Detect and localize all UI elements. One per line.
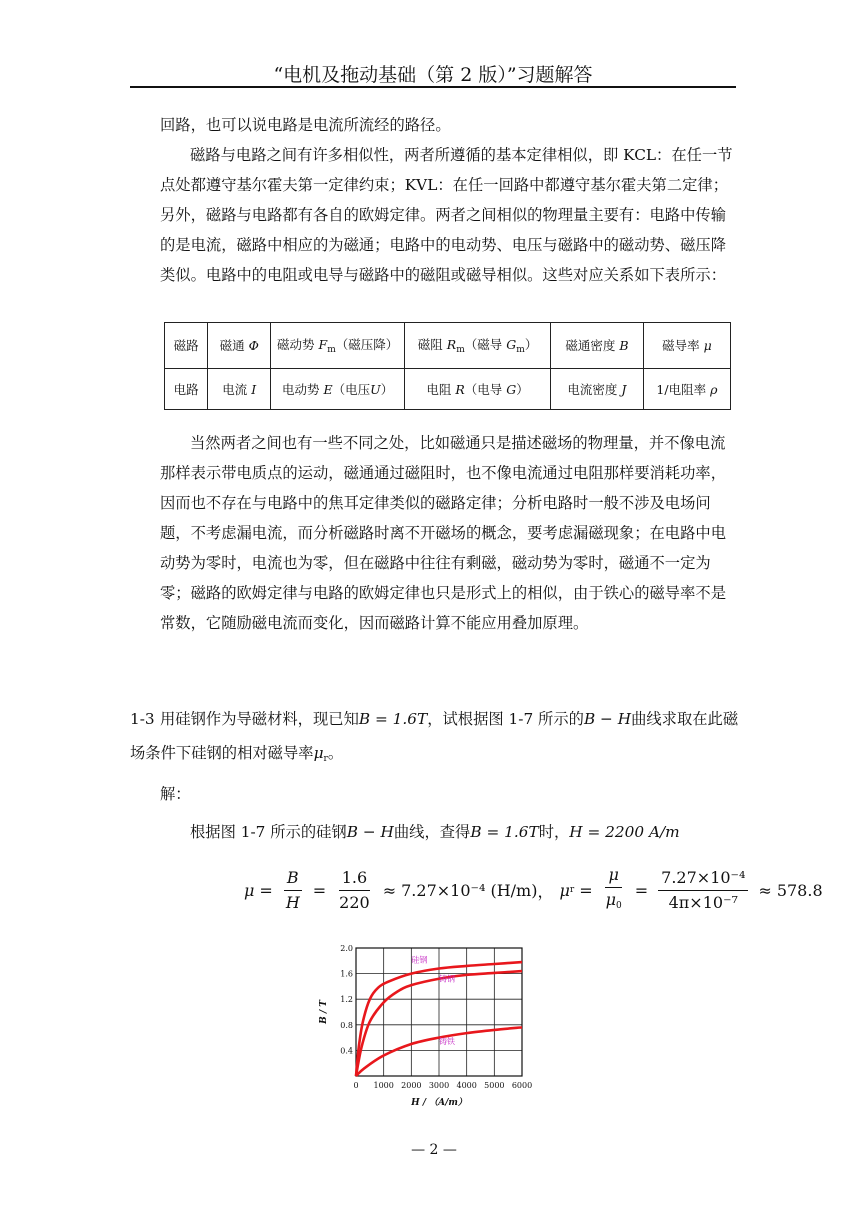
x-tick-label: 0 [353, 1081, 359, 1090]
x-tick-label: 1000 [373, 1081, 394, 1090]
table-cell: 1/电阻率 ρ [643, 368, 730, 409]
paragraph-3: 当然两者之间也有一些不同之处，比如磁通只是描述磁场的物理量，并不像电流那样表示带电质点的运动，磁通通过磁阻时，也不像电流通过电阻那样要消耗功率，因而也不存在与电路中的焦耳定律类似的磁路定律；分析电路时一般不涉及电场问题，不考虑漏电流，而分析磁路时离不开磁场的概念，要考虑漏磁现象；在电路中电动势为零时，电流也为零，但在磁路中往往有剩磁，磁动势为零时，磁通不一定为零；磁路的欧姆定律与电路的欧姆定律也只是形式上的相似，由于铁心的磁导率不是常数，它随励磁电流而变化，因而磁路计算不能应用叠加原理。 [160, 434, 726, 632]
paragraph-2: 磁路与电路之间有许多相似性，两者所遵循的基本定律相似，即 KCL：在任一节点处都遵守基尔霍夫第一定律约束；KVL：在任一回路中都遵守基尔霍夫第二定律；另外，磁路与电路都有各自的欧姆定律。两者之间相似的物理量主要有：电路中传输的是电流，磁路中相应的为磁通；电路中的电动势、电压与磁路中的磁动势、磁压降类似。电路中的电阻或电导与磁路中的磁阻或磁导相似。这些对应关系如下表所示： [160, 146, 733, 284]
fraction-relative: $\frac{\text{7.27×10⁻⁴}}{\text{4π×10⁻⁷}}$ [658, 868, 748, 913]
series-label-0: 硅钢 [411, 955, 428, 965]
x-axis-label: H / （A/m） [411, 1098, 467, 1108]
y-tick-label: 1.6 [340, 969, 353, 979]
y-tick-label: 0.8 [340, 1020, 353, 1030]
fraction-values: $\frac{1.6}{220}$ [339, 867, 370, 912]
table-cell: 磁动势 $F_m$（磁压降） [271, 323, 405, 369]
table-cell: 电流密度 J [551, 368, 644, 409]
header-rule [130, 86, 736, 88]
x-tick-label: 5000 [484, 1081, 505, 1090]
fraction-mu-over-mu0: $\frac{\mu}{\mu_0}$ [605, 864, 622, 911]
y-tick-label: 2.0 [340, 944, 353, 953]
problem-statement: 1-3 用硅钢作为导磁材料，现已知B = 1.6T，试根据图 1-7 所示的B − H曲线求取在此磁场条件下硅钢的相对磁导率$\mu_r$。 [130, 702, 740, 776]
x-tick-label: 4000 [456, 1081, 477, 1090]
y-tick-label: 0.4 [340, 1046, 353, 1056]
bh-curve-chart [310, 940, 550, 1120]
page-number: — 2 — [411, 1142, 457, 1158]
table-row [165, 323, 731, 369]
y-axis-label: B / T [319, 1000, 329, 1024]
table-cell: 磁通密度 B [551, 323, 644, 369]
table-cell: 电阻 R（电导 G） [405, 368, 551, 409]
problem-number: 1-3 [130, 710, 155, 728]
solution-line: 根据图 1-7 所示的硅钢B − H曲线，查得B = 1.6T时，H = 2200 A/m [190, 823, 680, 841]
table-cell: 电路 [165, 368, 208, 409]
x-tick-label: 6000 [511, 1081, 533, 1090]
series-label-2: 铸铁 [439, 1037, 455, 1046]
y-tick-label: 1.2 [340, 995, 353, 1005]
paragraph-1: 回路，也可以说电路是电流所流经的路径。 [160, 116, 451, 134]
x-tick-label: 3000 [428, 1081, 450, 1090]
solution-label: 解： [160, 785, 191, 803]
table-cell: 磁阻 $R_m$（磁导 $G_m$） [405, 323, 551, 369]
analogy-table [164, 322, 731, 410]
table-cell: 电流 I [208, 368, 271, 409]
table-cell: 磁路 [165, 323, 208, 369]
formula: μ = $\frac{B}{H}$ = $\frac{1.6}{220}$ ≈ 7.27×10⁻⁴ (H/m) ， μ r = $\frac{\mu}{\mu_0}$ = $\frac{\text{7.27×10⁻⁴}}{\text{4π×10⁻⁷}}$ ≈ 578.8 [244, 864, 823, 916]
table-row [165, 368, 731, 409]
table-cell: 磁导率 μ [643, 323, 730, 369]
page-header-title: “电机及拖动基础（第 2 版）”习题解答 [273, 64, 593, 86]
x-tick-label: 2000 [401, 1081, 422, 1090]
table-cell: 电动势 E（电压U） [271, 368, 405, 409]
series-label-1: 铸钢 [439, 974, 455, 984]
table-cell: 磁通 Φ [208, 323, 271, 369]
fraction-b-over-h: $\frac{B}{H}$ [285, 867, 300, 912]
